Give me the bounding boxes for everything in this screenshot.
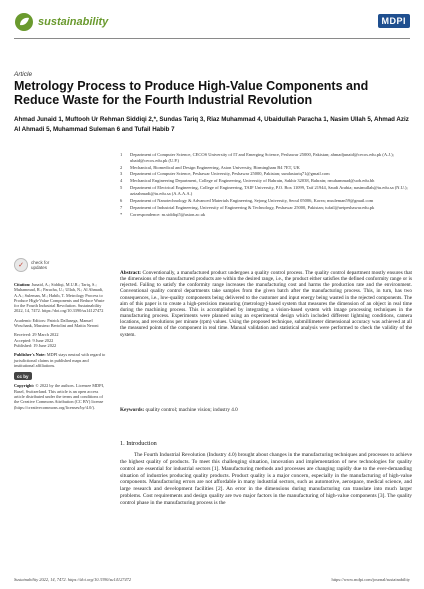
affiliation-text: Mechanical, Biomedical and Design Engineering, Aston University, Birmingham B4 7ET, UK (130, 164, 300, 170)
keywords-text: quality control; machine vision; industry 4.0 (145, 407, 238, 413)
header-divider (14, 38, 410, 39)
affiliation (120, 185, 412, 196)
citation-text: Junaid, A.; Siddiqi, M.U.R.; Tariq, S.; Muhammad, R.; Paracha, U.; Ullah, N.; Al Ahmadi, A.A.; Suleman, M.; Habib, T. Metrology Process to Produce High-Value Components and Reduce Waste for the Fourth Industrial Revolution. Sustainability 2022, 14, 7472. https://doi.org/10.3390/su14127472 (14, 282, 105, 314)
affiliations (120, 152, 412, 219)
affiliation-text: Department of Computer Science, Peshawar University, Peshawar 25000, Pakistan; sundastariq71@gmail.com (130, 171, 330, 177)
received-date: Received: 29 March 2022 (14, 332, 59, 338)
affiliation-number: 6 (120, 197, 123, 203)
affiliation-text: Department of Nanotechnology & Advanced Materials Engineering, Sejong University, Seoul 05006, Korea; msuleman59@gmail.com (130, 197, 374, 203)
keywords-label: Keywords: (120, 407, 145, 413)
footer-journal-link[interactable]: https://www.mdpi.com/journal/sustainability (331, 577, 410, 582)
published-date: Published: 19 June 2022 (14, 342, 57, 348)
author-list: Ahmad Junaid 1, Muftooh Ur Rehman Siddiqi 2,*, Sundas Tariq 3, Riaz Muhammad 4, Ubaidullah Paracha 1, Nasim Ullah 5, Ahmad Aziz Al Ahmadi 5, Muhammad Suleman 6 and Tufail Habib 7 (14, 116, 409, 133)
affiliation-text: Department of Industrial Engineering, University of Engineering & Technology, Peshawar 25000, Pakistan; tufail@uetpeshawar.edu.pk (130, 204, 375, 210)
citation-label: Citation: (14, 282, 31, 287)
abstract-label: Abstract: (120, 270, 142, 276)
accepted-date: Accepted: 9 June 2022 (14, 337, 54, 343)
article-title: Metrology Process to Produce High-Value Components and Reduce Waste for the Fourth Industrial Revolution (14, 79, 369, 107)
dates-block (14, 332, 106, 348)
introduction-text: The Fourth Industrial Revolution (Industry 4.0) brought about changes in the manufacturing techniques and processes to achieve the highest quality of products. To meet this challenging situation, innovation and implementation of new technologies for quality control are essential for industrial sectors [1]. Manufacturing methods and processes are changing rapidly due to the ever-demanding situation of industries producing quality products. Product quality is a major concern, especially in the manufacturing of high-value components. Manufacturing errors are not affordable in many industrial sectors, such as automotive, aerospace, medical science, and large research and development facilities [2]. An error in the dimensions during manufacturing can translate into much larger problems. Cost requirements and design quality are two major factors in the manufacturing of high-value components [3]. The quality control phase in the manufacturing process is the (120, 452, 412, 506)
affiliation-number: 2 (120, 164, 123, 170)
affiliation-text: Mechanical Engineering Department, College of Engineering, University of Bahrain, Sakhir 32038, Bahrain; rmuhammad@uob.edu.bh (130, 178, 375, 184)
copyright-text: © 2022 by the authors. Licensee MDPI, Basel, Switzerland. This article is an open access article distributed under the terms and conditions of the Creative Commons Attribution (CC BY) license (https://creativecommons.org/licenses/by/4.0/). (14, 383, 105, 410)
section-heading: 1. Introduction (120, 440, 157, 447)
editors-block (14, 318, 106, 329)
journal-logo (14, 12, 108, 32)
check-updates-icon: ✓ (14, 258, 28, 272)
journal-name: sustainability (38, 16, 109, 28)
check-updates-line1: check for (31, 260, 50, 265)
publisher-logo: MDPI (378, 14, 411, 28)
abstract (120, 270, 412, 338)
publisher-note-text: MDPI stays neutral with regard to jurisdictional claims in published maps and institutional affiliations. (14, 352, 106, 368)
affiliation-number: 5 (120, 185, 123, 191)
affiliation (120, 205, 412, 211)
article-type: Article (14, 71, 33, 78)
affiliation (120, 165, 412, 171)
editors-label: Academic Editors: (14, 317, 47, 323)
affiliation-number: 1 (120, 152, 123, 157)
cc-by-badge[interactable]: cc by (14, 372, 32, 380)
correspondence-text: Correspondence: m.siddiqi5@aston.ac.uk (130, 211, 206, 217)
editors-text: Patrick Dallasega, Manuel Woschank, Massimo Bertolini and Mattia Neroni (14, 317, 99, 329)
abstract-text: Conventionally, a manufactured product undergoes a quality control process. The quality control department mostly ensures that the dimensions of the manufactured products are within the desired range, i.e., the product either satisfies the defined conformity range or is rejected. Failing to satisfy the conformity range increases the manufacturing cost and harms the production rate and the environment. Conventional quality control departments take samples from the given batch after the manufacturing process. This, in turn, has two consequences, i.e., low-quality components being delivered to the customer and input energy being wasted in the rejected components. The aim of this paper is to create a high-precision measuring (metrology)-based system that measures the dimension of an object in real time during the machining process. This is accomplished by integrating a vision-based system with image processing techniques in the manufacturing process. Experiments were planned using an experimental design which included different lightning conditions, camera locations, and revolutions per minute (rpm) values. Using the proposed technique, submillimeter dimensional accuracy was achieved at all the measured points of the component in real time. Manual validation and statistical analysis were performed to check the validity of the system. (120, 270, 412, 338)
publisher-note-block (14, 352, 106, 368)
affiliation (120, 198, 412, 204)
page-footer (14, 577, 410, 582)
copyright-label: Copyright: (14, 383, 35, 389)
affiliation-number: 4 (120, 178, 123, 184)
check-updates-line2: updates (31, 265, 48, 270)
affiliation (120, 171, 412, 177)
affiliation-text: Department of Computer Science, CECOS University of IT and Emerging Science, Peshawar 25000, Pakistan; ahmadjunaid@cecos.edu.pk (A.J.); ubaid@cecos.edu.pk (U.P.) (130, 152, 394, 163)
sustainability-logo-icon (14, 12, 34, 32)
affiliation-number: 3 (120, 171, 123, 177)
affiliation-text: Department of Electrical Engineering, College of Engineering, TAIF University, P.O. Box 11099, Taif 21944, Saudi Arabia; nasimullah@tu.edu.sa (N.U.); azizahmadi@tu.edu.sa (A.A.A.A.) (130, 185, 408, 196)
citation-block (14, 282, 106, 314)
correspondence (120, 212, 412, 218)
journal-header (14, 8, 410, 38)
check-updates-label (31, 260, 49, 270)
license-block (14, 372, 106, 410)
correspondence-marker: * (120, 211, 123, 217)
publisher-note-label: Publisher's Note: (14, 352, 46, 358)
affiliation (120, 178, 412, 184)
footer-citation: Sustainability 2022, 14, 7472. https://doi.org/10.3390/su14127472 (14, 577, 132, 582)
affiliation (120, 152, 412, 163)
affiliation-number: 7 (120, 204, 123, 210)
article-sidebar (14, 282, 106, 414)
check-for-updates[interactable] (14, 258, 49, 272)
keywords (120, 407, 412, 413)
